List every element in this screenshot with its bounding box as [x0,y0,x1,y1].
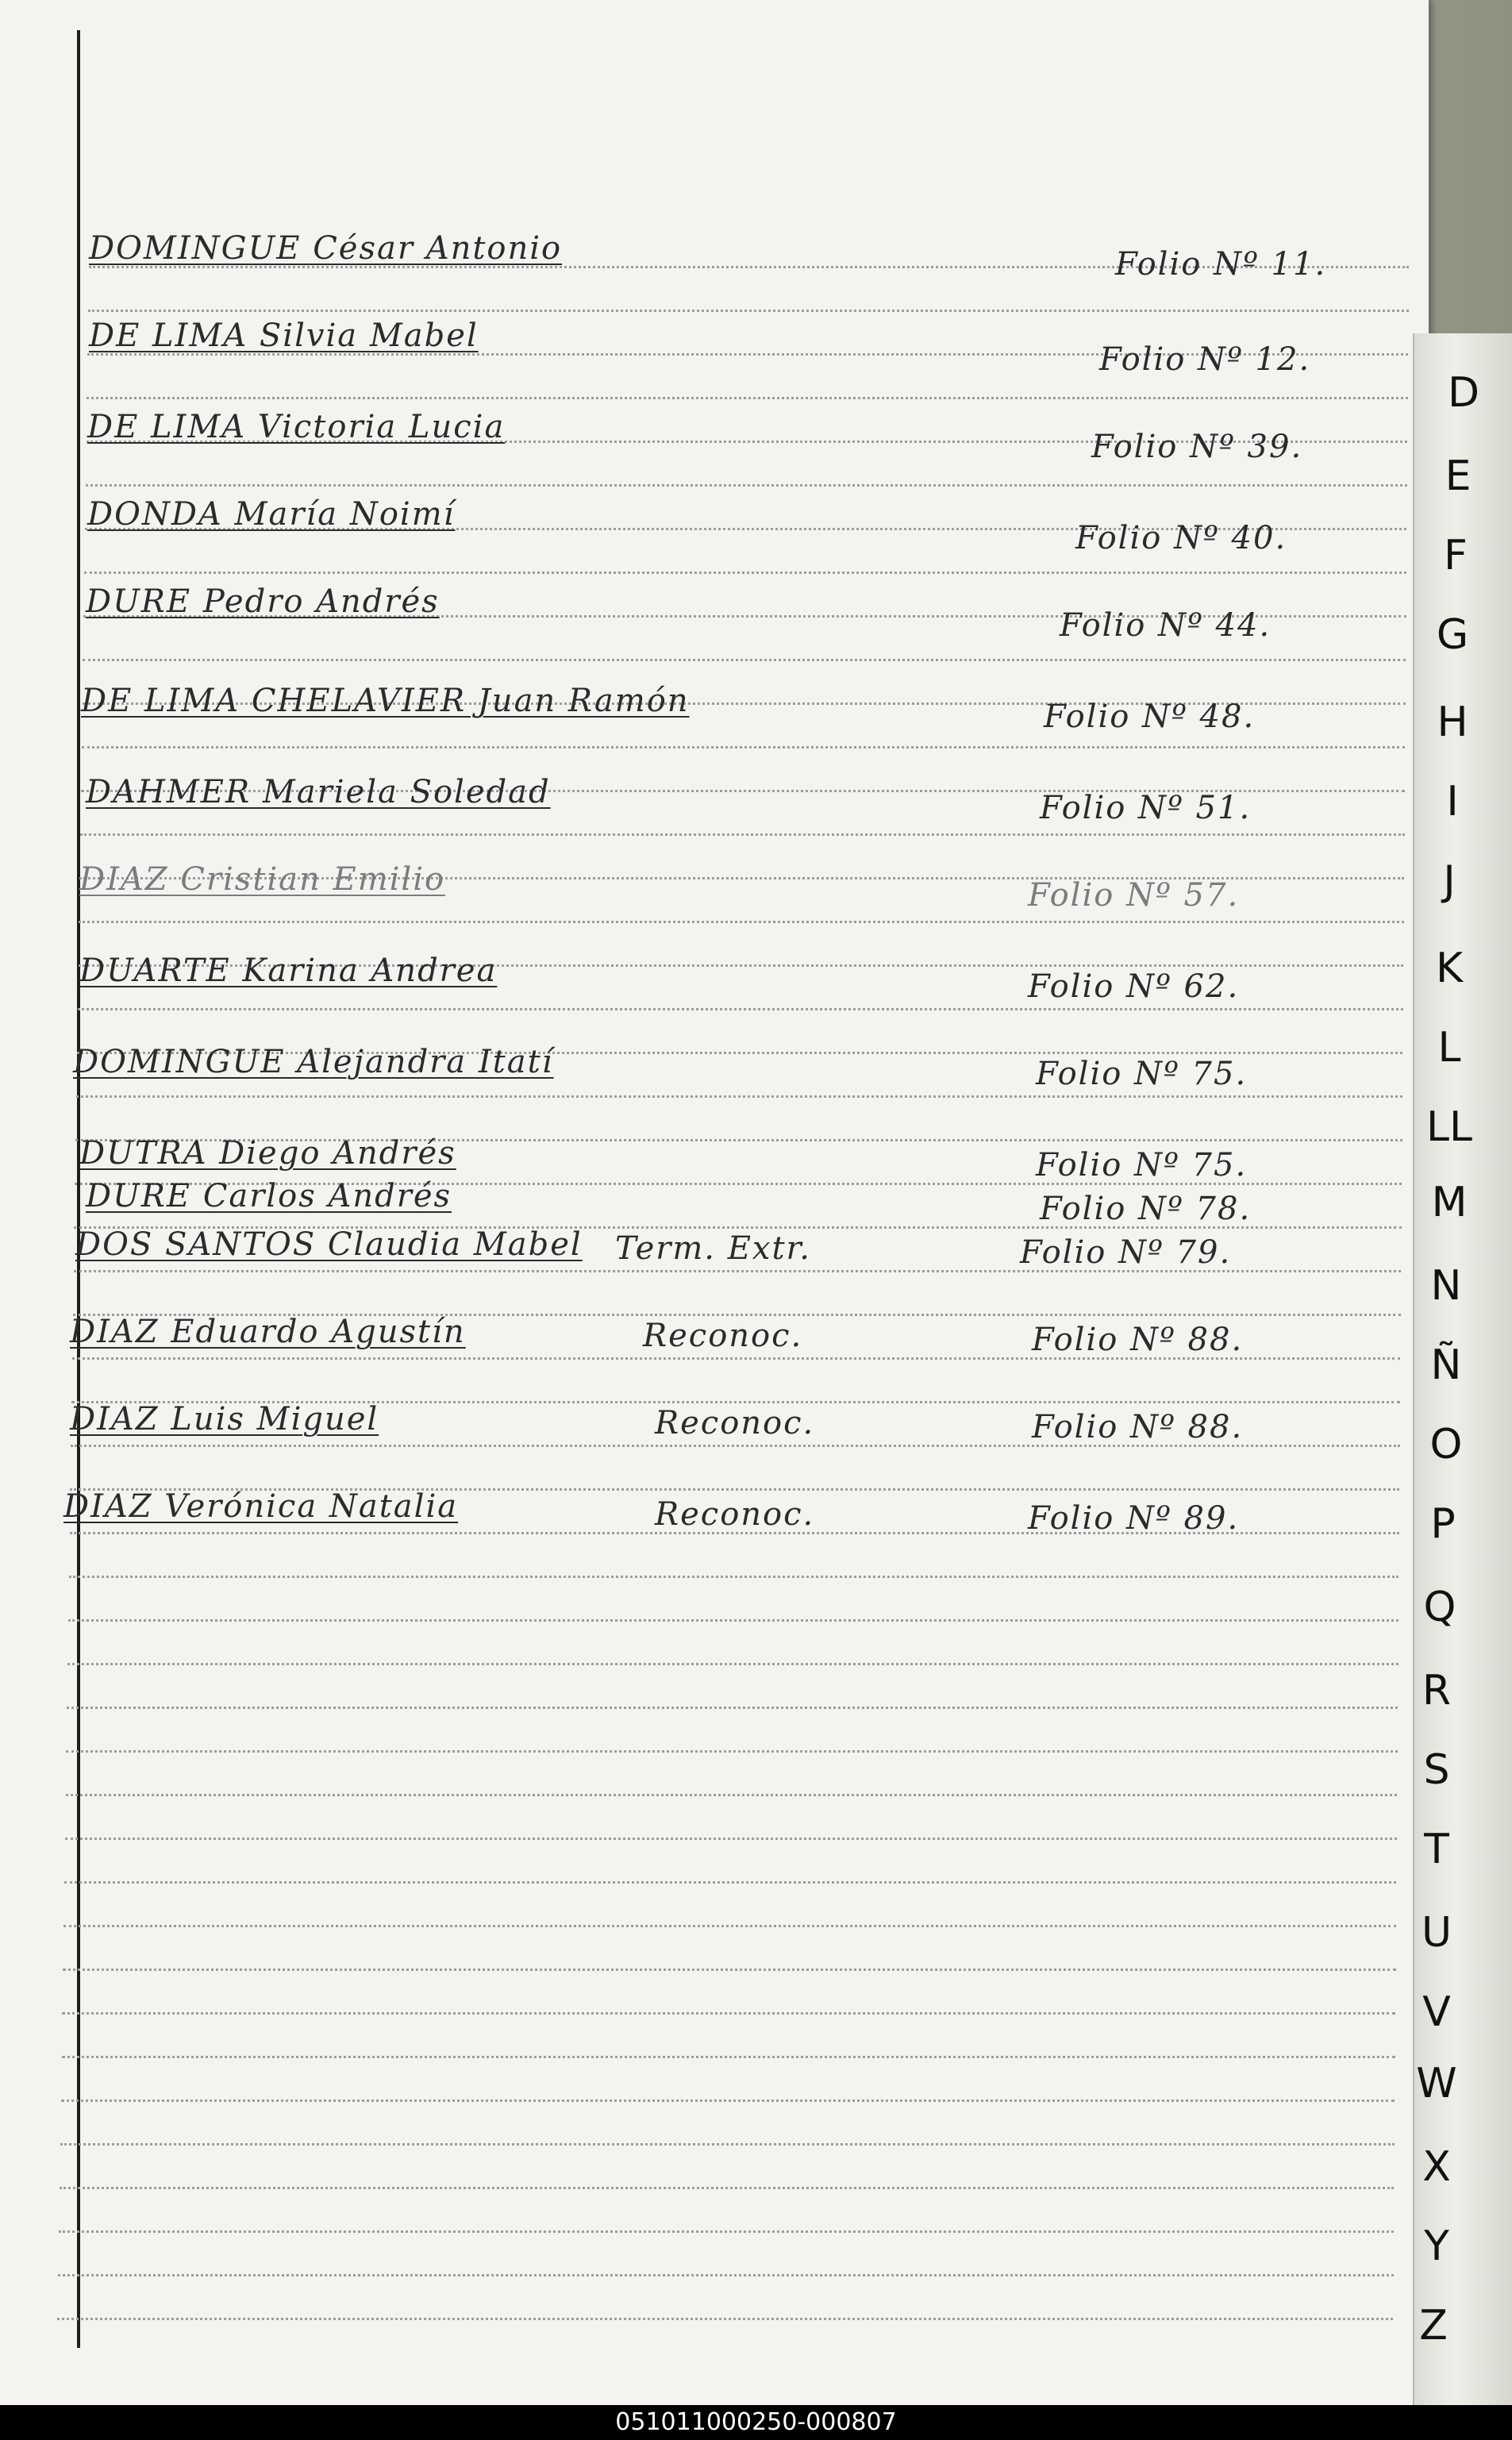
ruled-line [84,572,1406,574]
entry-name: DURE Pedro Andrés [86,583,440,620]
entry-name: DIAZ Verónica Natalia [63,1488,459,1525]
entry-name: DOS SANTOS Claudia Mabel [75,1226,583,1263]
entry-folio: Folio Nº 88. [1032,1322,1244,1358]
index-tab-j[interactable]: J [1443,857,1456,905]
entry-name: DUTRA Diego Andrés [79,1135,456,1172]
index-tab-ll[interactable]: LL [1426,1103,1472,1151]
alphabet-index-tabs [1413,333,1512,2405]
ruled-line [83,659,1406,661]
entry-name: DURE Carlos Andrés [86,1178,452,1214]
index-tab-l[interactable]: L [1437,1024,1461,1072]
index-tab-q[interactable]: Q [1423,1584,1456,1631]
index-tab-m[interactable]: M [1431,1179,1468,1226]
entry-folio: Folio Nº 51. [1040,790,1252,826]
ruled-line [60,2187,1394,2189]
index-tab-e[interactable]: E [1445,452,1472,500]
ruled-line [66,1794,1397,1796]
entry-folio: Folio Nº 75. [1036,1147,1248,1183]
index-tab-t[interactable]: T [1424,1826,1449,1873]
index-tab-n[interactable]: N [1430,1262,1462,1310]
ruled-line [64,1881,1396,1884]
ruled-line [86,484,1407,487]
entry-name: DE LIMA Silvia Mabel [89,318,479,354]
ruled-line [58,2274,1394,2276]
ruled-line [69,1576,1399,1578]
entry-folio: Folio Nº 48. [1044,699,1256,735]
entry-name: DUARTE Karina Andrea [79,953,498,989]
entry-folio: Folio Nº 44. [1060,607,1272,644]
ruled-line [61,2099,1395,2102]
entry-folio: Folio Nº 79. [1020,1234,1232,1271]
index-tab-x[interactable]: X [1422,2143,1451,2191]
entry-name: DIAZ Cristian Emilio [79,861,446,898]
index-tab-k[interactable]: K [1435,945,1464,992]
ruled-line [63,1969,1396,1971]
margin-line [77,30,80,2348]
ruled-line [68,1619,1399,1622]
entry-name: DE LIMA CHELAVIER Juan Ramón [81,683,690,719]
entry-name: DOMINGUE Alejandra Itatí [73,1044,554,1080]
index-tab-y[interactable]: Y [1424,2223,1449,2270]
index-tab-s[interactable]: S [1423,1746,1450,1794]
index-tab-h[interactable]: H [1437,699,1468,746]
index-tab-f[interactable]: F [1444,532,1468,579]
ruled-line [88,310,1409,312]
entry-note: Reconoc. [655,1405,815,1441]
index-tab-p[interactable]: P [1430,1500,1456,1548]
index-tab-u[interactable]: U [1421,1909,1452,1957]
ruled-line [67,1707,1398,1709]
entry-name: DE LIMA Victoria Lucia [87,409,506,445]
ruled-line [66,1750,1398,1753]
entry-folio: Folio Nº 11. [1115,246,1327,283]
index-tab-enye[interactable]: Ñ [1430,1341,1462,1389]
entry-folio: Folio Nº 89. [1028,1500,1240,1537]
ruled-line [62,2056,1395,2058]
index-tab-d[interactable]: D [1447,369,1480,417]
ruled-line [65,1838,1397,1840]
entry-name: DOMINGUE César Antonio [89,230,563,267]
ruled-line [60,2143,1395,2146]
entry-note: Term. Extr. [615,1230,811,1267]
entry-name: DONDA María Noimí [87,496,456,533]
entry-folio: Folio Nº 78. [1040,1191,1252,1227]
ruled-line [67,1663,1399,1665]
ruled-line [87,397,1408,399]
entry-name: DIAZ Luis Miguel [70,1401,379,1437]
ruled-line [82,746,1405,749]
ruled-line [63,1925,1396,1927]
index-tab-r[interactable]: R [1422,1667,1452,1715]
ruled-line [57,2318,1393,2320]
entry-folio: Folio Nº 57. [1028,877,1240,914]
index-tab-i[interactable]: I [1446,778,1459,826]
index-tab-v[interactable]: V [1422,1988,1451,2036]
ruled-line [62,2012,1395,2015]
document-code: 051011000250-000807 [615,2408,897,2436]
index-tab-w[interactable]: W [1416,2060,1457,2107]
entry-name: DAHMER Mariela Soledad [86,774,551,810]
entry-name: DIAZ Eduardo Agustín [70,1314,466,1350]
entry-folio: Folio Nº 40. [1075,520,1287,556]
ruled-line [79,921,1404,923]
ruled-line [76,1095,1402,1098]
ruled-line [80,833,1405,836]
entry-folio: Folio Nº 75. [1036,1056,1248,1092]
ruled-line [78,1008,1403,1010]
entry-folio: Folio Nº 39. [1091,429,1303,465]
entry-folio: Folio Nº 62. [1028,968,1240,1005]
index-tab-g[interactable]: G [1436,611,1469,659]
entry-note: Reconoc. [655,1496,815,1533]
ruled-line [59,2230,1394,2233]
entry-folio: Folio Nº 88. [1032,1409,1244,1445]
entry-folio: Folio Nº 12. [1099,341,1311,378]
entry-note: Reconoc. [643,1318,803,1354]
index-tab-o[interactable]: O [1429,1421,1463,1468]
index-tab-z[interactable]: Z [1419,2302,1448,2350]
